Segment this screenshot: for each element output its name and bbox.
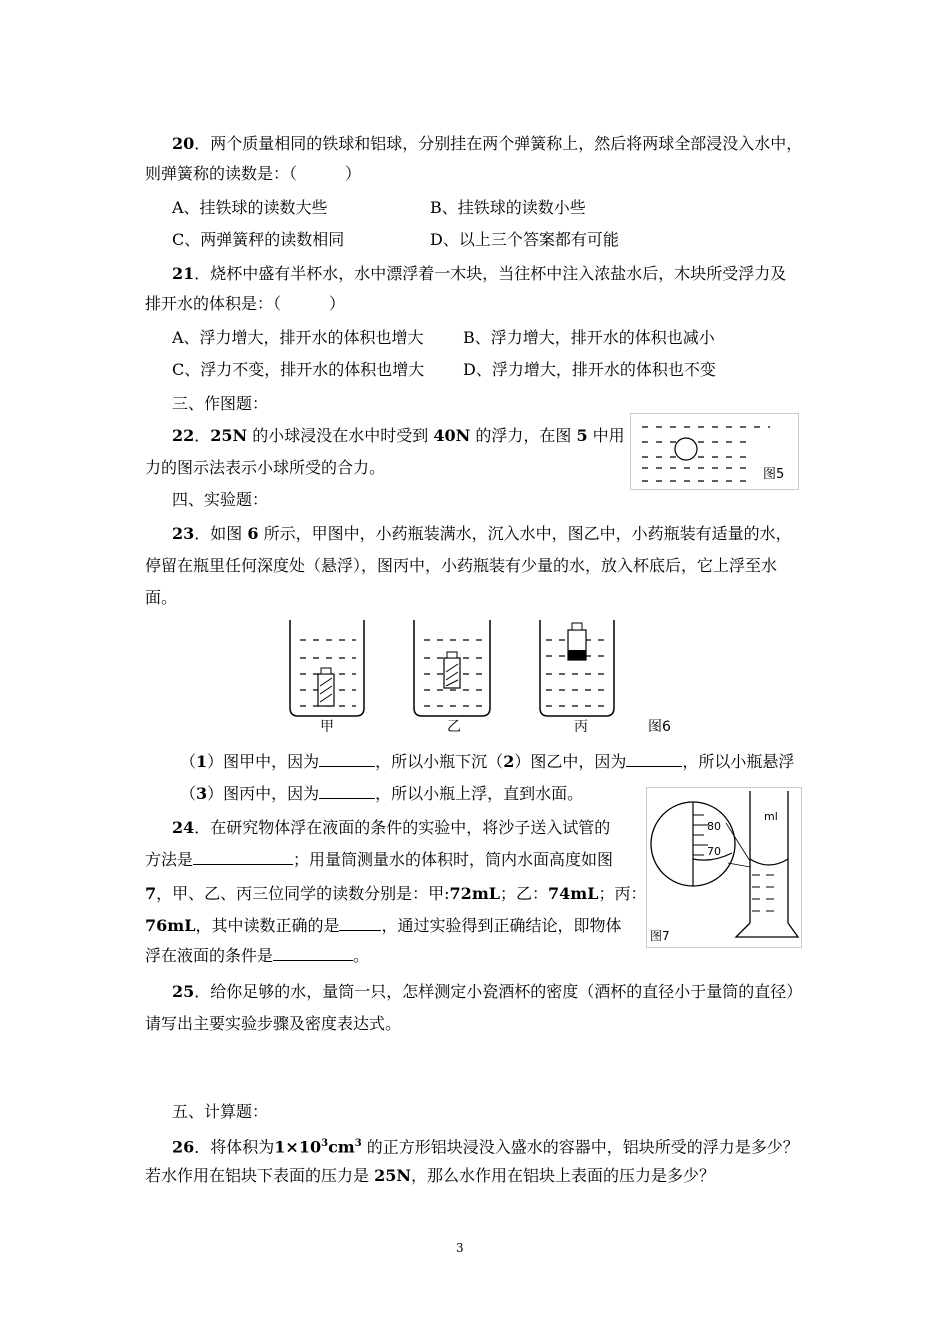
q20-option-c: C、两弹簧秤的读数相同 [172,230,345,249]
q20-option-d: D、以上三个答案都有可能 [430,230,619,249]
figure-7 [646,787,802,948]
q21-line2: 排开水的体积是：（ ） [145,294,346,313]
q20-option-a: A、挂铁球的读数大些 [172,198,328,217]
answer-blank[interactable] [339,916,381,931]
q21-option-a: A、浮力增大，排开水的体积也增大 [172,328,424,347]
q23-line1: 23．如图 6 所示，甲图中，小药瓶装满水，沉入水中，图乙中，小药瓶装有适量的水， [172,524,792,543]
answer-blank[interactable] [319,784,375,799]
vial-yi [444,652,460,688]
answer-blank[interactable] [626,752,682,767]
q24-line1: 24．在研究物体浮在液面的条件的实验中，将沙子送入试管的 [172,818,611,837]
figure-6-label-bing: 丙 [574,719,588,735]
q24-line4: 76mL，其中读数正确的是 ，通过实验得到正确结论，即物体 [145,916,622,935]
q26-line2: 若水作用在铝块下表面的压力是 25N，那么水作用在铝块上表面的压力是多少？ [145,1166,715,1185]
figure-5-label: 图5 [763,467,785,482]
page-number: 3 [456,1241,464,1255]
q23-sub3: （3）图丙中，因为 ，所以小瓶上浮，直到水面。 [180,784,584,803]
figure-6-label-yi: 乙 [447,719,461,735]
q20-option-b: B、挂铁球的读数小些 [430,198,586,217]
q23-sub1: （1）图甲中，因为 ，所以小瓶下沉（2）图乙中，因为 ，所以小瓶悬浮 [180,752,795,771]
q24-line5: 浮在液面的条件是 。 [145,946,370,965]
q22-line2: 力的图示法表示小球所受的合力。 [145,458,386,477]
q25-line2: 请写出主要实验步骤及密度表达式。 [145,1014,402,1033]
section-heading-4: 四、实验题： [172,490,269,509]
q21-option-d: D、浮力增大，排开水的体积也不变 [463,360,716,379]
q23-line2: 停留在瓶里任何深度处（悬浮），图丙中，小药瓶装有少量的水，放入杯底后，它上浮至水 [145,556,778,575]
q24-line2: 方法是 ；用量筒测量水的体积时，筒内水面高度如图 [145,850,614,869]
q20-line2: 则弹簧称的读数是：（ ） [145,164,362,183]
figure-6-caption: 图6 [648,719,671,735]
q26-line1: 26．将体积为$1\times 10^3cm^3$ 的正方形铝块浸没入盛水的容器中，铝块所受的浮力是多少？ [172,1137,799,1157]
figure-5 [630,413,799,490]
q25-line1: 25．给你足够的水，量筒一只，怎样测定小瓷酒杯的密度（酒杯的直径小于量筒的直径） [172,982,803,1001]
section-heading-5: 五、计算题： [172,1102,269,1121]
figure-6-label-jia: 甲 [320,719,334,735]
answer-blank[interactable] [273,946,353,961]
q24-line3: 7，甲、乙、丙三位同学的读数分别是：甲:72mL；乙：74mL；丙： [145,884,647,903]
ball-shape [675,438,697,460]
answer-blank[interactable] [193,850,293,865]
mark-80: 80 [707,820,721,833]
mark-70: 70 [707,845,721,858]
vial-jia [318,668,334,706]
q21-option-c: C、浮力不变，排开水的体积也增大 [172,360,425,379]
figure-6 [284,616,684,736]
cylinder-unit: ml [764,810,778,823]
section-heading-3: 三、作图题： [172,394,269,413]
vial-bing [568,623,586,660]
q23-line3: 面。 [145,588,178,607]
q20-line1: 20．两个质量相同的铁球和铝球，分别挂在两个弹簧称上，然后将两球全部浸没入水中， [172,134,803,153]
q21-line1: 21．烧杯中盛有半杯水，水中漂浮着一木块，当往杯中注入浓盐水后，木块所受浮力及 [172,264,787,283]
figure-7-caption: 图7 [650,929,670,943]
q21-option-b: B、浮力增大，排开水的体积也减小 [463,328,715,347]
q22-line1: 22．25N 的小球浸没在水中时受到 40N 的浮力，在图 5 中用 [172,426,625,445]
answer-blank[interactable] [319,752,375,767]
